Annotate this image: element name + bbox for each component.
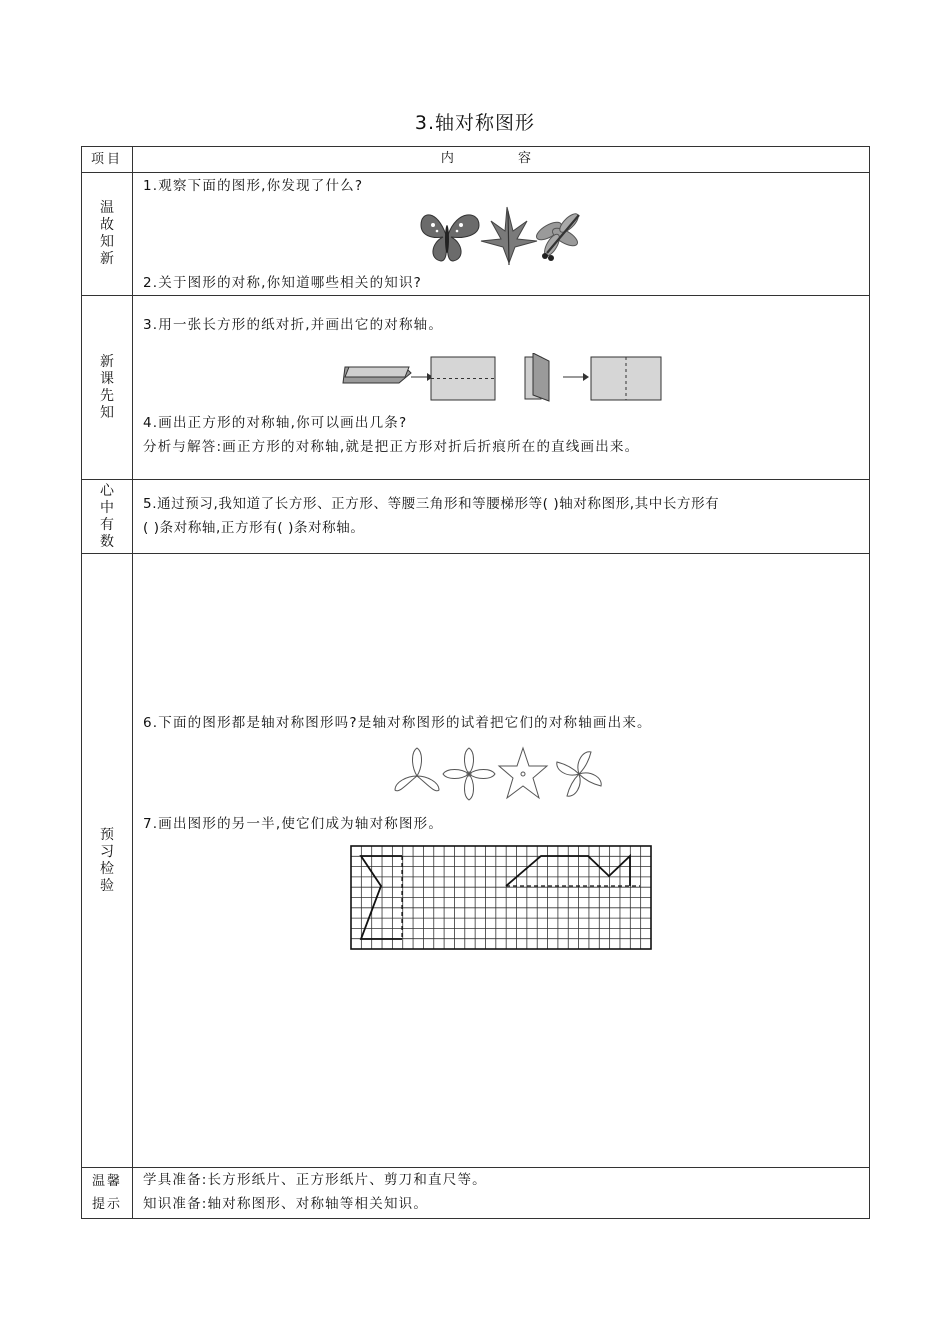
question-4: 4.画出正方形的对称轴,你可以画出几条? — [143, 415, 408, 431]
folded-paper-horizontal-icon — [343, 367, 411, 383]
question-1: 1.观察下面的图形,你发现了什么? — [143, 178, 364, 194]
dragonfly-icon — [534, 211, 581, 261]
three-petal-flower-icon — [395, 748, 439, 791]
section-mind — [82, 480, 870, 554]
question-5-line-1: 5.通过预习,我知道了长方形、正方形、等腰三角形和等腰梯形等( )轴对称图形,其中长方形有 — [143, 496, 720, 512]
section-label-preview: 预习检验 — [82, 554, 133, 1168]
grid-drawing — [350, 845, 654, 951]
section-tips — [82, 1168, 870, 1219]
question-3: 3.用一张长方形的纸对折,并画出它的对称轴。 — [143, 317, 444, 333]
section-content-newlesson — [133, 296, 870, 480]
section-preview — [82, 554, 870, 1168]
section-label-review: 温故知新 — [82, 173, 133, 296]
table-header-row — [82, 147, 870, 173]
question-7: 7.画出图形的另一半,使它们成为轴对称图形。 — [143, 816, 444, 832]
tip-knowledge: 知识准备:轴对称图形、对称轴等相关知识。 — [143, 1196, 429, 1212]
four-petal-flower-icon — [443, 748, 495, 800]
section-content-review — [133, 173, 870, 296]
five-petal-flower-icon — [499, 748, 547, 798]
header-content: 内 容 — [133, 147, 870, 173]
tip-supplies: 学具准备:长方形纸片、正方形纸片、剪刀和直尺等。 — [143, 1172, 487, 1188]
question-4-answer: 分析与解答:画正方形的对称轴,就是把正方形对折后折痕所在的直线画出来。 — [143, 439, 640, 455]
leaf-icon — [481, 207, 537, 265]
section-label-newlesson: 新课先知 — [82, 296, 133, 480]
header-item: 项目 — [82, 147, 133, 173]
section-label-mind: 心中有数 — [82, 480, 133, 554]
folding-diagram — [341, 353, 663, 403]
section-label-tips: 温馨提示 — [82, 1168, 133, 1219]
question-6: 6.下面的图形都是轴对称图形吗?是轴对称图形的试着把它们的对称轴画出来。 — [143, 715, 652, 731]
section-review — [82, 173, 870, 296]
worksheet-table — [81, 146, 870, 1219]
folded-paper-vertical-icon — [525, 353, 549, 401]
question-2: 2.关于图形的对称,你知道哪些相关的知识? — [143, 275, 423, 291]
pinwheel-flower-icon — [557, 752, 601, 796]
example-figures — [417, 201, 587, 267]
butterfly-icon — [421, 215, 479, 261]
section-content-preview — [133, 554, 870, 1168]
grid-lines — [351, 846, 651, 949]
flower-shapes — [391, 746, 611, 804]
section-content-tips — [133, 1168, 870, 1219]
page-title: 3.轴对称图形 — [414, 112, 536, 134]
question-5-line-2: ( )条对称轴,正方形有( )条对称轴。 — [143, 520, 365, 536]
section-newlesson — [82, 296, 870, 480]
section-content-mind — [133, 480, 870, 554]
